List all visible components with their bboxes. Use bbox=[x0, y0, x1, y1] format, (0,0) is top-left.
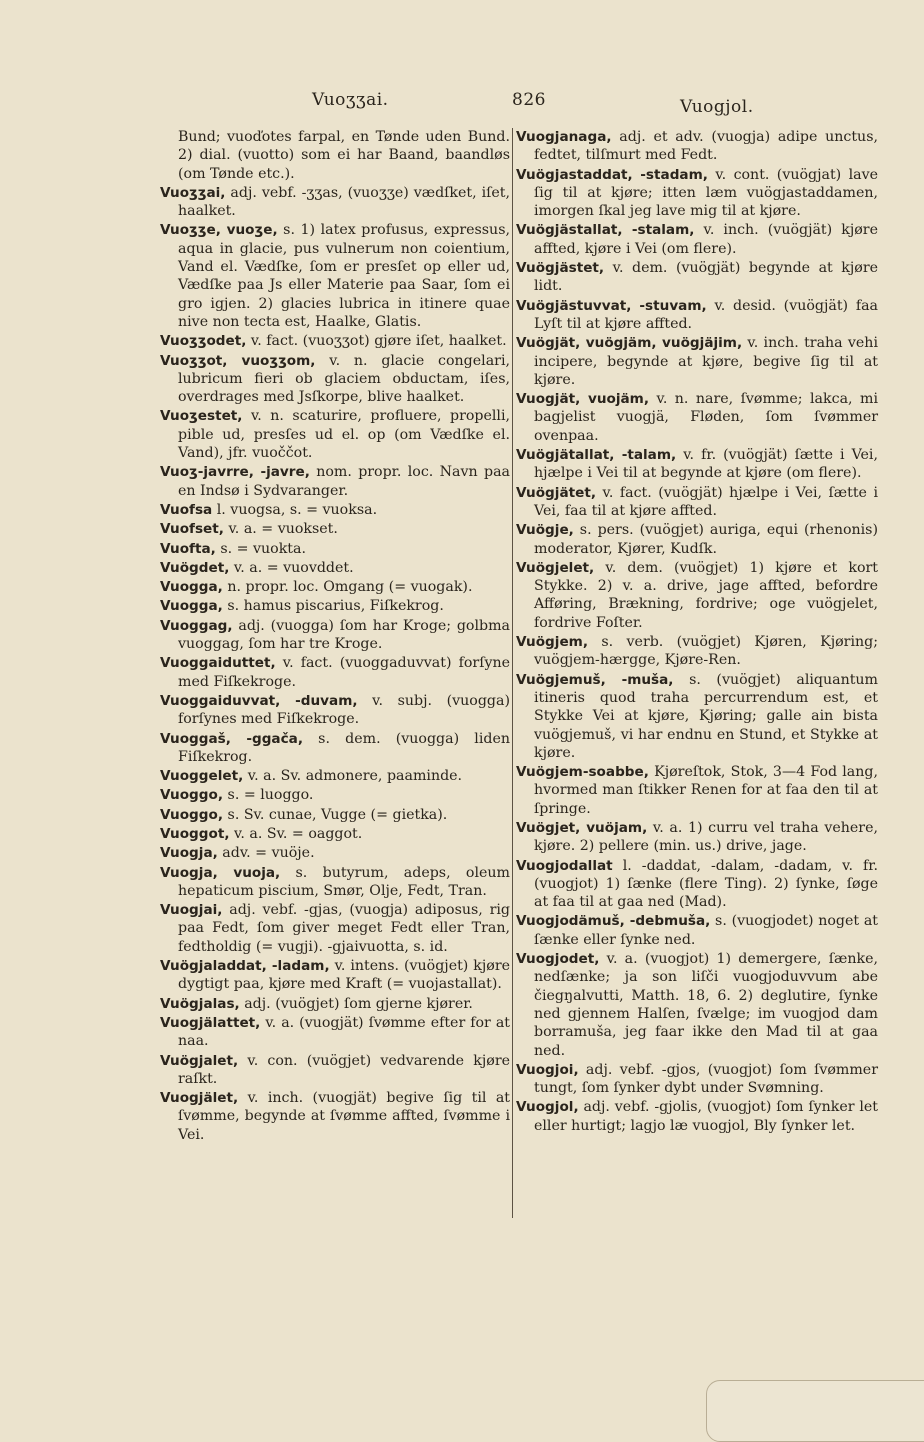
entry-definition: adj. et adv. (vuogja) adipe unctus, fedtet, tilſmurt med Fedt. bbox=[534, 129, 878, 164]
dictionary-entry bbox=[160, 559, 510, 577]
right-column bbox=[516, 128, 878, 1136]
entry-definition: v. fact. (vuögjät) hjælpe i Vei, ſætte i Vei, faa til at kjøre affted. bbox=[534, 484, 878, 519]
dictionary-entry bbox=[160, 654, 510, 691]
entry-headword: Vuögjalet, bbox=[160, 1052, 239, 1069]
entry-definition: nom. propr. loc. Navn paa en Indsø i Sydvaranger. bbox=[178, 464, 510, 499]
entry-headword: Vuoggaš, -ggača, bbox=[160, 730, 304, 747]
entry-headword: Vuögjätet, bbox=[516, 484, 596, 501]
dictionary-entry bbox=[516, 390, 878, 445]
entry-headword: Vuoʒestet, bbox=[160, 408, 243, 425]
entry-headword: Vuofta, bbox=[160, 540, 216, 557]
entry-headword: Vuögdet, bbox=[160, 559, 230, 576]
dictionary-entry bbox=[516, 671, 878, 762]
entry-definition: v. a. (vuogjät) ſvømme efter for at naa. bbox=[178, 1014, 510, 1050]
dictionary-entry bbox=[516, 763, 878, 818]
left-column bbox=[160, 128, 510, 1145]
dictionary-entry bbox=[516, 819, 878, 856]
dictionary-entry bbox=[160, 901, 510, 956]
dictionary-entry bbox=[160, 407, 510, 462]
dictionary-entry bbox=[160, 332, 510, 350]
entry-headword: Vuogjol, bbox=[516, 1099, 579, 1116]
entry-definition: v. dem. (vuögjät) begynde at kjøre lidt. bbox=[534, 260, 878, 295]
entry-definition: v. cont. (vuögjat) lave ſig til at kjøre; itten læm vuögjastaddamen, imorgen ſkal jeg lave mig til at kjøre. bbox=[534, 166, 879, 220]
entry-definition: adv. = vuöje. bbox=[217, 845, 315, 862]
dictionary-entry bbox=[160, 617, 510, 654]
dictionary-entry bbox=[160, 463, 510, 500]
entry-headword: Vuogja, vuoja, bbox=[160, 864, 281, 881]
entry-definition: v. subj. (vuogga) forſynes med Fiſkekroge. bbox=[178, 692, 510, 728]
dictionary-entry bbox=[160, 1052, 510, 1089]
entry-headword: Vuogjälet, bbox=[160, 1090, 239, 1107]
dictionary-entry bbox=[516, 128, 878, 165]
entry-headword: Vuogja, bbox=[160, 845, 218, 862]
entry-headword: Vuofset, bbox=[160, 521, 224, 538]
entry-definition: adj. vebf. -gjos, (vuogjot) ſom ſvømmer tungt, ſom ſynker dybt under Svømning. bbox=[534, 1061, 878, 1097]
dictionary-entry bbox=[516, 334, 878, 389]
dictionary-entry bbox=[160, 578, 510, 596]
dictionary-entry bbox=[160, 730, 510, 767]
entry-definition: adj. vebf. -gjas, (vuogja) adiposus, rig paa Fedt, ſom giver meget Fedt eller Tran, fedtholdig (= vugji). -gjaivuotta, s. id. bbox=[178, 902, 510, 955]
entry-definition: v. a. 1) curru vel traha vehere, kjøre. 2) pellere (min. us.) drive, jage. bbox=[534, 819, 878, 855]
entry-definition: s. 1) latex profusus, expressus, aqua in glacie, pus vulnerum non coientium, Vand el. Vædſke, ſom er presſet op eller ud, Vædſke paa Js eller Materie paa Saar, ſom ei gro igjen. 2) glacies lubrica in itinere quae nive non tecta est, Haalke, Glatis. bbox=[178, 222, 510, 330]
running-head-left: Vuoʒʒai. bbox=[312, 90, 389, 110]
dictionary-entry bbox=[160, 597, 510, 615]
dictionary-entry bbox=[160, 786, 510, 804]
entry-definition: l. vuogsa, s. = vuoksa. bbox=[212, 501, 378, 518]
dictionary-entry bbox=[516, 259, 878, 296]
entry-definition: s. Sv. cunae, Vugge (= gietka). bbox=[223, 806, 448, 823]
entry-headword: Vuoggaiduttet, bbox=[160, 655, 276, 672]
entry-headword: Vuoʒʒot, vuoʒʒom, bbox=[160, 352, 316, 369]
entry-definition: v. a. Sv. = oaggot. bbox=[229, 825, 363, 842]
entry-headword: Vuögjastaddat, -stadam, bbox=[516, 166, 708, 183]
dictionary-entry bbox=[160, 692, 510, 729]
dictionary-entry bbox=[160, 864, 510, 901]
dictionary-entry bbox=[516, 633, 878, 670]
entry-headword: Vuögjästuvvat, -stuvam, bbox=[516, 297, 707, 314]
page-corner-tab bbox=[706, 1380, 924, 1442]
entry-headword: Vuoggo, bbox=[160, 787, 224, 804]
entry-definition: Kjøreſtok, Stok, 3—4 Fod lang, hvormed man ſtikker Renen for at faa den til at ſpringe. bbox=[534, 764, 878, 817]
dictionary-entry bbox=[516, 1098, 878, 1135]
entry-definition: v. inch. (vuögjät) kjøre affted, kjøre i Vei (om flere). bbox=[534, 222, 878, 257]
entry-definition: adj. (vuogga) ſom har Kroge; golbma vuoggag, ſom har tre Kroge. bbox=[178, 617, 510, 653]
entry-headword: Vuoʒʒodet, bbox=[160, 333, 247, 350]
entry-headword: Vuogga, bbox=[160, 579, 223, 596]
entry-headword: Vuögjem-soabbe, bbox=[516, 764, 649, 781]
entry-headword: Vuogjät, vuojäm, bbox=[516, 391, 650, 408]
dictionary-entry bbox=[516, 559, 878, 632]
dictionary-entry bbox=[516, 166, 878, 221]
column-divider bbox=[512, 128, 513, 1218]
entry-headword: Vuögjästallat, -stalam, bbox=[516, 222, 695, 239]
dictionary-entry bbox=[160, 957, 510, 994]
dictionary-entry bbox=[160, 806, 510, 824]
running-head-right: Vuogjol. bbox=[680, 97, 754, 117]
entry-definition: l. -daddat, -dalam, -dadam, v. fr. (vuogjot) 1) ſænke (flere Ting). 2) ſynke, ſøge at faa til at gaa ned (Mad). bbox=[534, 857, 878, 911]
entry-definition: v. n. nare, ſvømme; lakca, mi bagjelist vuogjä, Fløden, ſom ſvømmer ovenpaa. bbox=[534, 391, 878, 444]
dictionary-entry bbox=[160, 221, 510, 331]
entry-headword: Vuoʒʒe, vuoʒe, bbox=[160, 222, 278, 239]
entry-headword: Vuoggaiduvvat, -duvam, bbox=[160, 692, 358, 709]
dictionary-entry bbox=[160, 1089, 510, 1144]
entry-definition: s. = luoggo. bbox=[223, 787, 314, 804]
entry-headword: Vuoggelet, bbox=[160, 768, 244, 785]
entry-definition: v. inch. traha vehi incipere, begynde at kjøre, begive ſig til at kjøre. bbox=[534, 335, 878, 388]
dictionary-entry bbox=[160, 520, 510, 538]
entry-headword: Vuoggag, bbox=[160, 617, 233, 634]
dictionary-entry bbox=[160, 184, 510, 221]
entry-definition: s. pers. (vuögjet) auriga, equi (rhenonis) moderator, Kjører, Kudſk. bbox=[534, 522, 878, 557]
entry-definition: Bund; vuoďotes farpal, en Tønde uden Bund. 2) dial. (vuotto) som ei har Baand, baandløs (om Tønde etc.). bbox=[178, 129, 510, 182]
entry-definition: v. dem. (vuögjet) 1) kjøre et kort Stykke. 2) v. a. drive, jage affted, befordre Afføring, Brækning, fordrive; oge vuögjelet, fordrive Foſter. bbox=[534, 559, 878, 631]
dictionary-entry bbox=[160, 767, 510, 785]
entry-definition: v. fact. (vuoggaduvvat) forſyne med Fiſkekroge. bbox=[178, 655, 510, 690]
entry-definition: adj. vebf. -ʒʒas, (vuoʒʒe) vædſket, iſet, haalket. bbox=[178, 184, 510, 220]
dictionary-entry bbox=[516, 1061, 878, 1098]
entry-definition: v. n. scaturire, profluere, propelli, pible ud, presſes ud el. op (om Vædſke el. Vand), jfr. vuoččot. bbox=[178, 408, 510, 462]
entry-definition: v. inch. (vuogjät) begive ſig til at ſvømme, begynde at ſvømme affted, ſvømme i Vei. bbox=[178, 1090, 510, 1143]
entry-definition: s. hamus piscarius, Fiſkekrog. bbox=[222, 598, 444, 615]
dictionary-entry bbox=[516, 912, 878, 949]
dictionary-entry bbox=[160, 844, 510, 862]
entry-definition: v. a. = vuovddet. bbox=[229, 559, 354, 576]
entry-headword: Vuogjanaga, bbox=[516, 129, 612, 145]
entry-headword: Vuögjem, bbox=[516, 634, 588, 651]
dictionary-entry bbox=[160, 501, 510, 519]
dictionary-entry bbox=[516, 221, 878, 258]
dictionary-entry bbox=[516, 857, 878, 912]
page-number: 826 bbox=[512, 90, 546, 110]
entry-definition: v. a. (vuogjot) 1) demergere, ſænke, nedſænke; ja son liſči vuogjoduvvum abe čiegŋalvutti, Matth. 18, 6. 2) deglutire, ſynke ned gjennem Halſen, ſvælge; im vuogjod dam borramuša, jeg faar ikke den Mad til at gaa ned. bbox=[534, 951, 878, 1059]
entry-headword: Vuögjästet, bbox=[516, 260, 605, 277]
entry-headword: Vuögjalas, bbox=[160, 995, 240, 1012]
entry-headword: Vuögjet, vuöjam, bbox=[516, 819, 648, 836]
entry-headword: Vuogjai, bbox=[160, 902, 223, 919]
entry-definition: v. con. (vuögjet) vedvarende kjøre raſkt. bbox=[178, 1052, 510, 1087]
entry-headword: Vuögjaladdat, -ladam, bbox=[160, 958, 330, 975]
entry-headword: Vuögjemuš, -muša, bbox=[516, 671, 674, 688]
dictionary-entry bbox=[516, 521, 878, 558]
entry-definition: s. (vuögjet) aliquantum itineris quod traha percurrendum est, et Stykke Vei at kjøre, Kjøring; galle ain bista vuögjemuš, vi har endnu en Stund, et Stykke at kjøre. bbox=[534, 671, 878, 761]
entry-definition: v. a. = vuokset. bbox=[223, 521, 338, 538]
dictionary-entry bbox=[160, 352, 510, 407]
entry-headword: Vuögjelet, bbox=[516, 559, 595, 576]
entry-headword: Vuogga, bbox=[160, 598, 223, 615]
entry-headword: Vuofsa bbox=[160, 501, 213, 518]
entry-headword: Vuögjät, vuögjäm, vuögjäjim, bbox=[516, 335, 743, 352]
entry-headword: Vuogjälattet, bbox=[160, 1014, 261, 1031]
dictionary-entry bbox=[160, 995, 510, 1013]
entry-definition: n. propr. loc. Omgang (= vuogak). bbox=[222, 579, 473, 596]
entry-headword: Vuögje, bbox=[516, 522, 574, 539]
dictionary-entry bbox=[160, 1014, 510, 1051]
entry-headword: Vuogjoi, bbox=[516, 1061, 579, 1078]
dictionary-entry bbox=[160, 540, 510, 558]
entry-definition: s. = vuokta. bbox=[215, 540, 306, 557]
entry-definition: adj. vebf. -gjolis, (vuogjot) ſom ſynker let eller hurtigt; lagjo læ vuogjol, Bly ſynker let. bbox=[534, 1099, 878, 1134]
entry-definition: s. butyrum, adeps, oleum hepaticum piscium, Smør, Olje, Fedt, Tran. bbox=[178, 864, 510, 899]
entry-definition: s. (vuogjodet) noget at ſænke eller ſynke ned. bbox=[534, 913, 878, 948]
entry-definition: v. n. glacie congelari, lubricum fieri ob glaciem obductam, iſes, overdrages med Jsſkorpe, blive haalket. bbox=[178, 352, 510, 406]
dictionary-entry bbox=[516, 484, 878, 521]
dictionary-entry bbox=[516, 950, 878, 1060]
entry-definition: adj. (vuögjet) ſom gjerne kjører. bbox=[239, 995, 473, 1012]
entry-definition: v. desid. (vuögjät) faa Lyſt til at kjøre affted. bbox=[534, 297, 878, 332]
entry-definition: v. fr. (vuögjät) ſætte i Vei, hjælpe i Vei til at begynde at kjøre (om flere). bbox=[534, 447, 878, 482]
entry-definition: v. a. Sv. admonere, paaminde. bbox=[243, 768, 463, 785]
dictionary-entry bbox=[516, 446, 878, 483]
entry-definition: v. fact. (vuoʒʒot) gjøre iſet, haalket. bbox=[246, 333, 507, 350]
dictionary-entry bbox=[160, 128, 510, 183]
entry-definition: s. dem. (vuogga) liden Fiſkekrog. bbox=[178, 730, 510, 765]
entry-headword: Vuogjodallat bbox=[516, 857, 613, 874]
entry-headword: Vuogjodet, bbox=[516, 951, 600, 968]
entry-headword: Vuoggot, bbox=[160, 825, 230, 842]
entry-headword: Vuoggo, bbox=[160, 806, 224, 823]
entry-headword: Vuögjätallat, -talam, bbox=[516, 447, 677, 464]
entry-definition: v. intens. (vuögjet) kjøre dygtigt paa, kjøre med Kraft (= vuojastallat). bbox=[178, 958, 511, 993]
dictionary-entry bbox=[160, 825, 510, 843]
entry-headword: Vuogjodämuš, -debmuša, bbox=[516, 913, 711, 930]
dictionary-entry bbox=[516, 297, 878, 334]
entry-headword: Vuoʒʒai, bbox=[160, 184, 226, 201]
entry-headword: Vuoʒ-javrre, -javre, bbox=[160, 464, 310, 481]
entry-definition: s. verb. (vuögjet) Kjøren, Kjøring; vuögjem-hærgge, Kjøre-Ren. bbox=[534, 634, 878, 669]
